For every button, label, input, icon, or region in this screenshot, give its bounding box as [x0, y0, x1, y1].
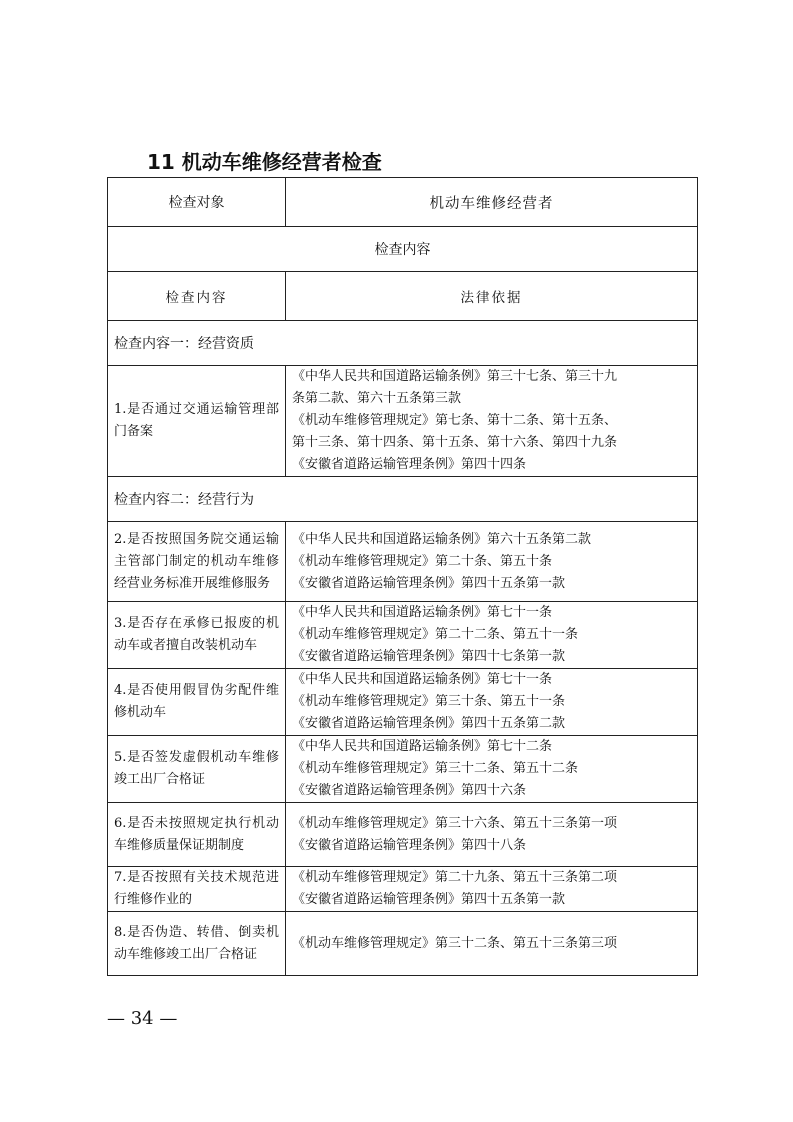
legal-basis-line: 《机动车维修管理规定》第二十二条、第五十一条: [292, 627, 579, 642]
legal-basis-line: 《机动车维修管理规定》第三十六条、第五十三条第一项: [292, 815, 618, 831]
legal-basis: [286, 522, 698, 602]
legal-basis-line: 《中华人民共和国道路运输条例》第三十七条、第三十九: [292, 369, 618, 384]
object-label: 检查对象: [108, 178, 286, 227]
table-row: [108, 803, 698, 867]
legal-basis-line: 条第二款、第六十五条第三款: [292, 391, 462, 406]
legal-basis-line: 《机动车维修管理规定》第二十条、第五十条: [292, 553, 553, 569]
legal-basis-line: 《安徽省道路运输管理条例》第四十五条第二款: [292, 716, 566, 731]
check-item: 3.是否存在承修已报废的机动车或者擅自改装机动车: [108, 602, 286, 669]
inspection-table: [107, 177, 698, 976]
legal-basis-line: 《机动车维修管理规定》第三十二条、第五十二条: [292, 761, 579, 776]
table-row: [108, 736, 698, 803]
legal-basis-line: 《机动车维修管理规定》第三十条、第五十一条: [292, 694, 566, 709]
table-row: [108, 602, 698, 669]
legal-basis-line: 《机动车维修管理规定》第二十九条、第五十三条第二项: [292, 870, 618, 885]
content-header-row: [108, 227, 698, 272]
legal-basis-line: 《安徽省道路运输管理条例》第四十四条: [292, 457, 527, 472]
check-item: 1.是否通过交通运输管理部门备案: [108, 366, 286, 477]
check-item: 5.是否签发虚假机动车维修竣工出厂合格证: [108, 736, 286, 803]
legal-basis-line: 《安徽省道路运输管理条例》第四十六条: [292, 783, 527, 798]
legal-basis: [286, 669, 698, 736]
legal-basis-line: 《安徽省道路运输管理条例》第四十八条: [292, 837, 527, 853]
legal-basis-line: 《安徽省道路运输管理条例》第四十五条第一款: [292, 892, 566, 907]
legal-basis: [286, 602, 698, 669]
table-row: [108, 366, 698, 477]
legal-basis-line: 第十三条、第十四条、第十五条、第十六条、第四十九条: [292, 435, 618, 450]
legal-basis-line: 《机动车维修管理规定》第三十二条、第五十三条第三项: [292, 935, 618, 951]
legal-basis-line: 《安徽省道路运输管理条例》第四十七条第一款: [292, 649, 566, 664]
section-header-row: [108, 477, 698, 522]
object-value: 机动车维修经营者: [286, 178, 698, 227]
page-title: 11 机动车维修经营者检查: [147, 150, 382, 174]
object-row: [108, 178, 698, 227]
legal-basis-line: 《机动车维修管理规定》第七条、第十二条、第十五条、: [292, 413, 618, 428]
legal-basis-line: 《中华人民共和国道路运输条例》第七十一条: [292, 672, 553, 687]
legal-basis-line: 《安徽省道路运输管理条例》第四十五条第一款: [292, 575, 566, 591]
legal-basis: [286, 803, 698, 867]
table-row: [108, 522, 698, 602]
legal-basis-line: 《中华人民共和国道路运输条例》第六十五条第二款: [292, 531, 592, 547]
column-header-basis: 法律依据: [286, 272, 698, 321]
legal-basis-line: 《中华人民共和国道路运输条例》第七十二条: [292, 739, 553, 754]
check-item: 6.是否未按照规定执行机动车维修质量保证期制度: [108, 803, 286, 867]
check-item: 2.是否按照国务院交通运输主管部门制定的机动车维修经营业务标准开展维修服务: [108, 522, 286, 602]
page-number: — 34 —: [107, 1008, 178, 1029]
section-title: 检查内容二：经营行为: [108, 477, 698, 522]
legal-basis: [286, 736, 698, 803]
column-header-content: 检查内容: [108, 272, 286, 321]
legal-basis-line: 《中华人民共和国道路运输条例》第七十一条: [292, 605, 553, 620]
legal-basis: [286, 912, 698, 976]
column-header-row: [108, 272, 698, 321]
table-row: [108, 669, 698, 736]
legal-basis: [286, 867, 698, 912]
table-row: [108, 867, 698, 912]
section-title: 检查内容一：经营资质: [108, 321, 698, 366]
check-item: 4.是否使用假冒伪劣配件维修机动车: [108, 669, 286, 736]
section-header-row: [108, 321, 698, 366]
content-header: 检查内容: [108, 227, 698, 272]
legal-basis: [286, 366, 698, 477]
table-row: [108, 912, 698, 976]
check-item: 8.是否伪造、转借、倒卖机动车维修竣工出厂合格证: [108, 912, 286, 976]
check-item: 7.是否按照有关技术规范进行维修作业的: [108, 867, 286, 912]
